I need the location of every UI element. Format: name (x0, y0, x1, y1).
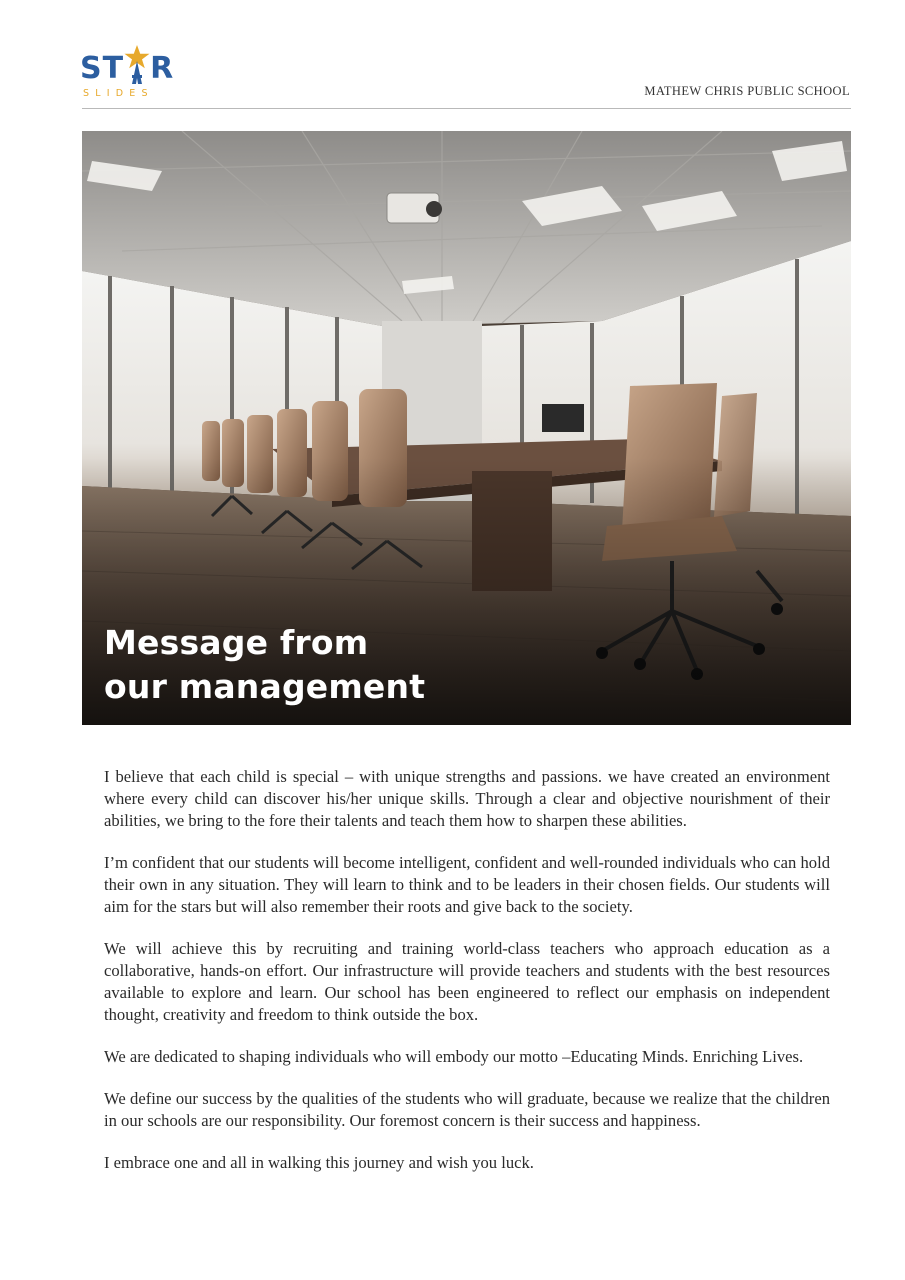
hero-title-line-1: Message from (104, 623, 369, 662)
message-paragraph: We are dedicated to shaping individuals who will embody our motto –Educating Minds. Enriching Lives. (104, 1047, 804, 1066)
message-paragraph: We define our success by the qualities of the students who will graduate, because we realize that the children in our schools are our responsibility. Our foremost concern is their success and happiness. (104, 1089, 830, 1130)
logo-star-a (124, 54, 150, 84)
management-message (104, 766, 830, 1194)
logo-subtitle: SLIDES (83, 88, 154, 99)
logo-wordmark (80, 51, 175, 86)
hero-image (82, 131, 851, 725)
star-icon (123, 44, 151, 84)
hero-title-line-2: our management (104, 667, 426, 706)
header-divider (82, 108, 851, 109)
school-name: MATHEW CHRIS PUBLIC SCHOOL (644, 84, 850, 98)
message-paragraph: We will achieve this by recruiting and training world-class teachers who approach education as a collaborative, hands-on effort. Our infrastructure will provide teachers and students with the best resources available to explore and learn. Our school has been engineered to reflect our emphasis on independent thought, creativity and freedom to think outside the box. (104, 939, 830, 1024)
message-paragraph: I embrace one and all in walking this journey and wish you luck. (104, 1153, 534, 1172)
message-paragraph: I believe that each child is special – with unique strengths and passions. we have created an environment where every child can discover his/her unique skills. Through a clear and objective nourishment of their abilities, we bring to the fore their talents and teach them how to sharpen these abilities. (104, 767, 830, 830)
message-paragraph: I’m confident that our students will become intelligent, confident and well-rounded individuals who can hold their own in any situation. They will learn to think and to be leaders in their chosen fields. Our students will aim for the stars but will also remember their roots and give back to the society. (104, 853, 830, 916)
logo-word-left: ST (80, 51, 125, 86)
hero-title (104, 621, 425, 709)
logo (80, 42, 180, 102)
logo-word-right: R (150, 51, 175, 86)
